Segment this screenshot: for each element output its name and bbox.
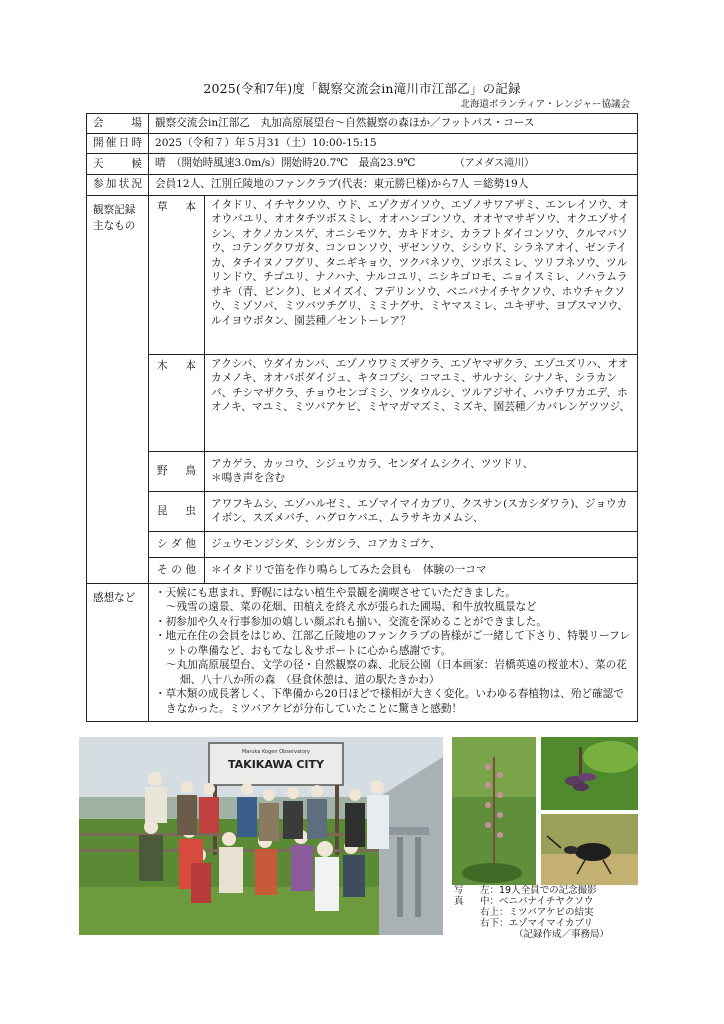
herbs-value: イタドリ、イチヤクソウ、ウド、エゾクガイソウ、エゾノサワアザミ、エンレイソウ、オオウバユリ、オオタチツボスミレ、オオハンゴンソウ、オオヤマサギソウ、オクエゾサイシン、オクノカンスゲ、オニシモツケ、カキドオシ、カラフトダイコンソウ、クルマバソウ、コテングクワガタ、コンロンソウ、ザゼンソウ、シシウド、シラネアオイ、ゼンテイカ、タチイヌノフグリ、タニギキョウ、ツクバネソウ、ツボスミレ、ツリフネソウ、ツルリンドウ、チゴユリ、ナノハナ、ナルコユリ、ニシキゴロモ、ニョイスミレ、ノハラムラサキ（青、ピンク）、ヒメイズイ、フデリンソウ、ベニバナイチヤクソウ、ホウチャクソウ、ミゾソバ、ミツバツチグリ、ミミナグサ、ミヤマスミレ、ユキザサ、ヨブスマソウ、ルイヨウボタン、園芸種／セントーレア？: [205, 195, 638, 354]
row-participants: [87, 174, 638, 195]
impressions-cell: [149, 583, 638, 721]
participants-value: 会員12人、江別丘陵地のファンクラブ(代表：東元勝巳様)から7人 ＝総勢19人: [149, 174, 638, 195]
caption-item: 右下：エゾマイマイカブリ: [480, 918, 593, 929]
row-impressions: [87, 583, 638, 721]
row-weather: [87, 154, 638, 175]
impression-line: ・天候にも恵まれ、野幌にはない植生や景観を満喫させていただきました。: [155, 586, 516, 599]
birds-value: アカゲラ、カッコウ、シジュウカラ、センダイムシクイ、ツツドリ、: [211, 457, 534, 470]
row-other: [87, 557, 638, 583]
impression-line: ・地元在住の会員をはじめ、江部乙丘陵地のファンクラブの皆様がご一緒して下さり、特製リーフレットの準備など、おもてなし＆サポートに心から感謝です。: [155, 630, 630, 657]
row-herbs: [87, 195, 638, 354]
organization-name: 北海道ボランティア・レンジャー協議会: [460, 99, 630, 110]
caption-head: 写真: [454, 885, 464, 907]
trees-label: 木 本: [149, 354, 205, 451]
row-venue: [87, 114, 638, 134]
caption-item: 右上：ミツバアケビの結実: [480, 907, 594, 918]
birds-label: 野 鳥: [149, 451, 205, 491]
group-photo-image: [79, 737, 443, 935]
weather-source: （アメダス滝川）: [454, 158, 535, 169]
row-insects: [87, 491, 638, 531]
flower-photo-image: [452, 737, 536, 885]
impression-line: ～丸加高原展望台、文学の径・自然観察の森、北辰公園（日本画家：岩橋英遠の桜並木）、菜の花畑、八十八か所の森 （昼食休憩は、道の駅たきかわ）: [166, 659, 627, 686]
row-trees: [87, 354, 638, 451]
birds-note: ＊鳴き声を含む: [211, 472, 286, 484]
participants-label: 参加状況: [87, 174, 149, 195]
row-ferns: [87, 531, 638, 557]
venue-value: 観察交流会in江部乙 丸加高原展望台～自然観察の森ほか／フットパス・コース: [149, 114, 638, 134]
venue-label: 会 場: [87, 114, 149, 134]
caption-credit: （記録作成／事務局）: [514, 929, 610, 940]
sign-city-text: TAKIKAWA CITY: [228, 758, 324, 771]
sign-small-text: Maruka Kogen Observatory: [241, 749, 311, 755]
row-birds: [87, 451, 638, 491]
other-label: その他: [149, 557, 205, 583]
impression-line: ・初参加や久々行事参加の嬉しい顔ぶれも揃い、交流を深めることができました。: [155, 615, 547, 628]
impression-line: ～残雪の遠景、菜の花畑、田植えを終え水が張られた圃場、和牛放牧風景など: [166, 601, 537, 613]
beetle-image: [541, 814, 638, 885]
ferns-value: ジュウモンジシダ、シシガシラ、コアカミゴケ、: [205, 531, 638, 557]
row-date: [87, 134, 638, 154]
akebi-fruit-image: [541, 737, 638, 810]
weather-label: 天 候: [87, 154, 149, 175]
beetle-photo: [541, 814, 638, 885]
other-value: ＊イタドリで笛を作り鳴らしてみた会員も 体験の一コマ: [205, 557, 638, 583]
herbs-label: 草 本: [149, 195, 205, 354]
birds-cell: [205, 451, 638, 491]
page-title: 2025(令和7年)度「観察交流会in滝川市江部乙」の記録: [203, 81, 521, 96]
weather-cell: [149, 154, 638, 175]
date-label: 開催日時: [87, 134, 149, 154]
observations-label: 観察記録主なもの: [87, 195, 149, 583]
date-value: 2025（令和７）年５月31（土）10:00-15:15: [149, 134, 638, 154]
impression-line: ・草木類の成長著しく、下準備から20日ほどで様相が大きく変化。いわゆる春植物は、殆ど確認できなかった。ミツバアケビが分布していたことに驚きと感動！: [155, 688, 624, 715]
akebi-fruit-photo: [541, 737, 638, 810]
group-photo: [79, 737, 443, 935]
insects-value: アワフキムシ、エゾハルゼミ、エゾマイマイカブリ、クスサン(スカシダワラ)、ジョウカイボン、スズメバチ、ハグロケバエ、ムラサキカメムシ、: [205, 491, 638, 531]
ferns-label: シダ他: [149, 531, 205, 557]
trees-value: アクシバ、ウダイカンバ、エゾノウワミズザクラ、エゾヤマザクラ、エゾユズリハ、オオカメノキ、オオバボダイジュ、キタコブシ、コマユミ、サルナシ、シナノキ、シラカンバ、チシマザクラ、チョウセンゴミシ、ツタウルシ、ツルアジサイ、ハウチワカエデ、ホオノキ、マユミ、ミツバアケビ、ミヤマガマズミ、ミズキ、園芸種／カバレンゲツツジ、: [205, 354, 638, 451]
record-table: [86, 113, 638, 722]
caption-item: 中：ベニバナイチヤクソウ: [480, 896, 594, 907]
impressions-label: 感想など: [87, 583, 149, 721]
weather-value: 晴 （開始時風速3.0m/s）開始時20.7℃ 最高23.9℃: [155, 157, 416, 169]
insects-label: 昆 虫: [149, 491, 205, 531]
caption-item: 左：19人全員での記念撮影: [480, 885, 597, 896]
caption-list: [480, 885, 609, 940]
flower-photo: [452, 737, 536, 885]
